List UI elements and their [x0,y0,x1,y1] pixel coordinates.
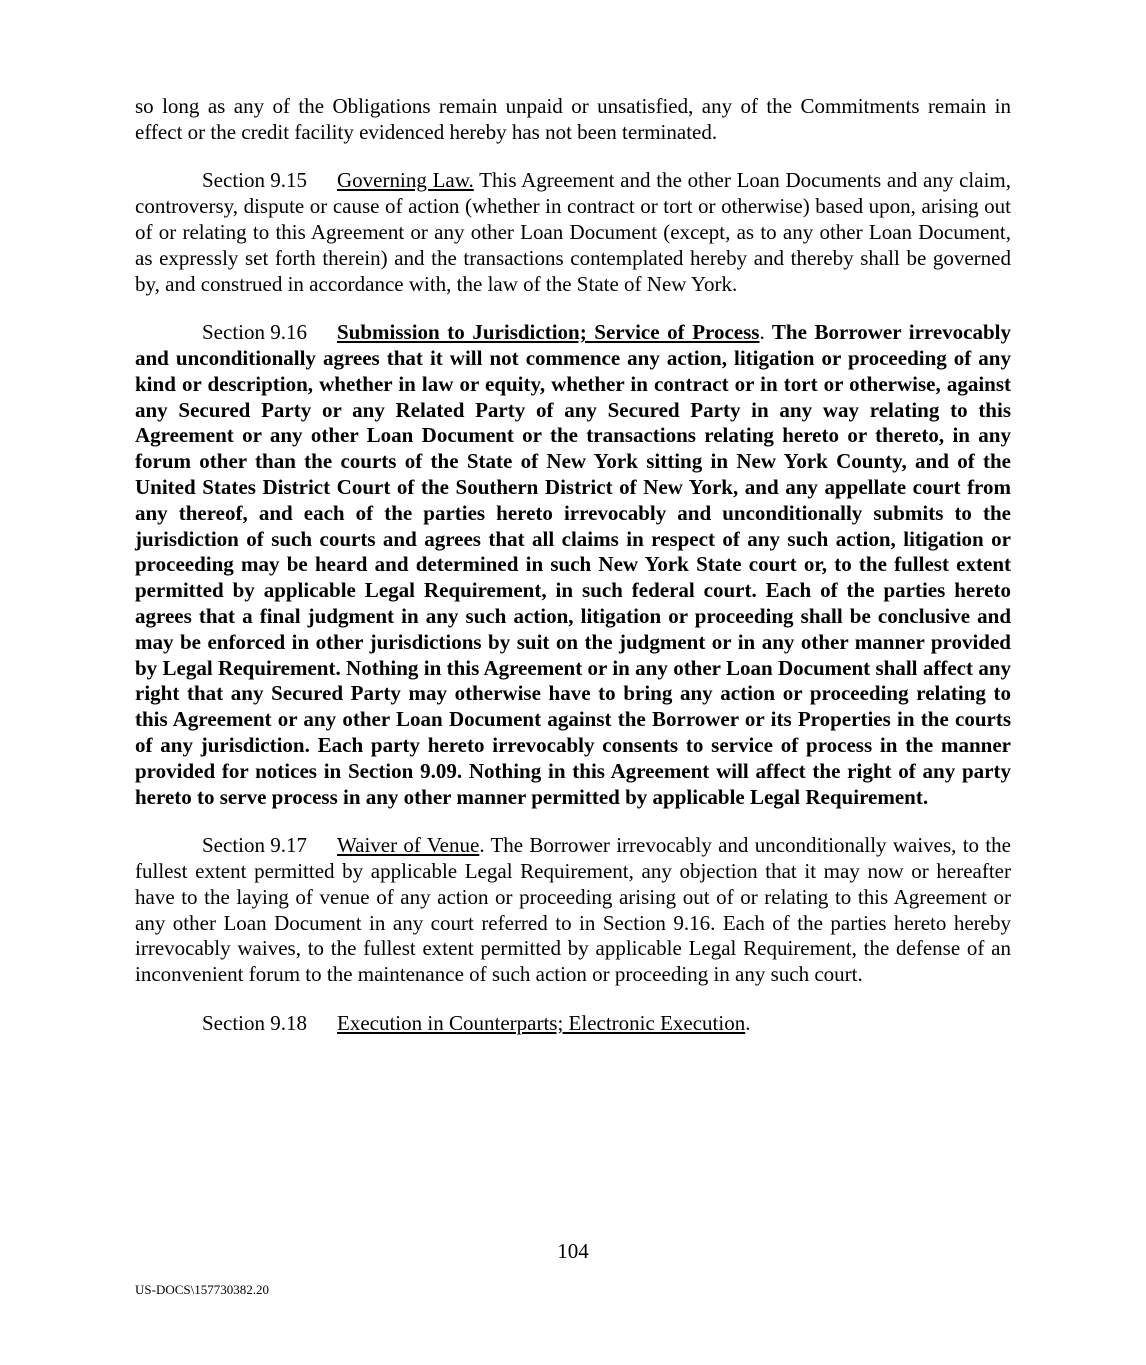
document-id: US-DOCS\157730382.20 [135,1282,269,1297]
section-heading: Waiver of Venue [337,833,480,858]
section-number: Section 9.16 [202,320,307,345]
section-heading: Execution in Counterparts; Electronic Execution [337,1010,746,1035]
document-page [135,94,1011,1059]
section-heading-punct: . [759,320,765,345]
section-body: This Agreement and the other Loan Documents and any claim, controversy, dispute or cause of action (whether in contract or tort or otherwise) based upon, arising out of or relating to this Agreement or any other Loan Document (except, as to any other Loan Document, as expressly set forth therein) and the transactions contemplated hereby and thereby shall be governed by, and construed in accordance with, the law of the State of New York. [135,168,1011,296]
section-number: Section 9.15 [202,168,307,193]
section-body: The Borrower irrevocably and unconditionally waives, to the fullest extent permitted by applicable Legal Requirement, any objection that it may now or hereafter have to the laying of venue of any action or proceeding arising out of or relating to this Agreement or any other Loan Document in any court referred to in Section 9.16. Each of the parties hereto hereby irrevocably waives, to the fullest extent permitted by applicable Legal Requirement, the defense of an inconvenient forum to the maintenance of such action or proceeding in any such court. [135,833,1011,987]
section-body: The Borrower irrevocably and unconditionally agrees that it will not commence any action, litigation or proceeding of any kind or description, whether in law or equity, whether in contract or in tort or otherwise, against any Secured Party or any Related Party of any Secured Party in any way relating to this Agreement or any other Loan Document or the transactions relating hereto or thereto, in any forum other than the courts of the State of New York sitting in New York County, and of the United States District Court of the Southern District of New York, and any appellate court from any thereof, and each of the parties hereto irrevocably and unconditionally submits to the jurisdiction of such courts and agrees that all claims in respect of any such action, litigation or proceeding may be heard and determined in such New York State court or, to the fullest extent permitted by applicable Legal Requirement, in such federal court. Each of the parties hereto agrees that a final judgment in any such action, litigation or proceeding shall be conclusive and may be enforced in other jurisdictions by suit on the judgment or in any other manner provided by Legal Requirement. Nothing in this Agreement or in any other Loan Document shall affect any right that any Secured Party may otherwise have to bring any action or proceeding relating to this Agreement or any other Loan Document against the Borrower or its Properties in the courts of any jurisdiction. Each party hereto irrevocably consents to service of process in the manner provided for notices in Section 9.09. Nothing in this Agreement will affect the right of any party hereto to serve process in any other manner permitted by applicable Legal Requirement. [135,320,1012,809]
section-9-18 [135,1011,1011,1037]
section-heading: Governing Law. [337,168,474,193]
section-number: Section 9.18 [202,1010,307,1035]
continuation-paragraph [135,94,1011,146]
section-heading: Submission to Jurisdiction; Service of Process [337,320,760,345]
section-number: Section 9.17 [202,833,307,858]
section-9-17 [135,833,1011,988]
section-9-15 [135,168,1011,297]
section-9-16 [135,320,1011,810]
continuation-text: so long as any of the Obligations remain unpaid or unsatisfied, any of the Commitments remain in effect or the credit facility evidenced hereby has not been terminated. [135,94,1011,144]
section-heading-punct: . [479,833,485,858]
section-heading-punct: . [745,1010,751,1035]
page-number: 104 [557,1239,589,1263]
